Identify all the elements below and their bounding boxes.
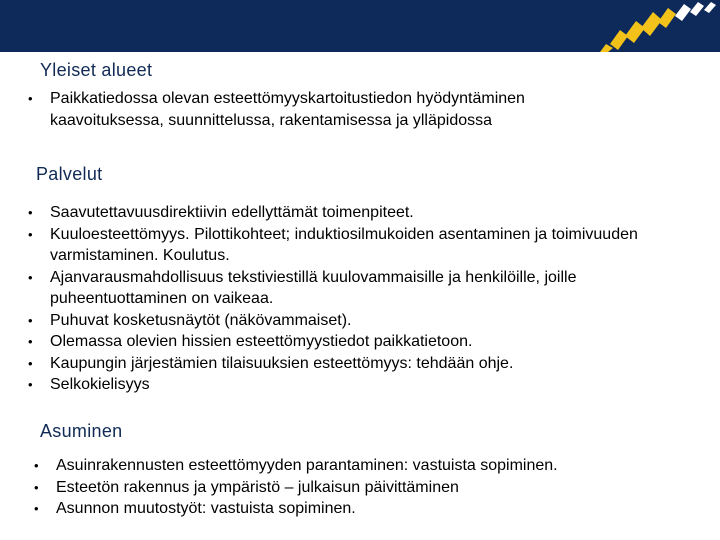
- list-item: • Kaupungin järjestämien tilaisuuksien esteettömyys: tehdään ohje.: [28, 353, 668, 375]
- housing-list: [34, 455, 684, 520]
- list-item: • Esteetön rakennus ja ympäristö – julkaisun päivittäminen: [34, 477, 684, 499]
- services-list: [28, 202, 668, 396]
- section-heading-services: Palvelut: [36, 164, 103, 184]
- list-item: • Saavutettavuusdirektiivin edellyttämät toimenpiteet.: [28, 202, 668, 224]
- section-heading-general: Yleiset alueet: [40, 60, 153, 80]
- list-item: • Paikkatiedossa olevan esteettömyyskartoitustiedon hyödyntäminen kaavoituksessa, suunnittelussa, rakentamisessa ja ylläpidossa: [28, 88, 628, 131]
- section-heading-housing: Asuminen: [40, 421, 123, 441]
- list-item: • Asunnon muutostyöt: vastuista sopiminen.: [34, 498, 684, 520]
- top-banner: [0, 0, 720, 52]
- list-item: • Kuuloesteettömyys. Pilottikohteet; induktiosilmukoiden asentaminen ja toimivuuden varmistaminen. Koulutus.: [28, 224, 668, 267]
- decorative-stripes-icon: [0, 0, 720, 52]
- list-item: • Olemassa olevien hissien esteettömyystiedot paikkatietoon.: [28, 331, 668, 353]
- list-item: • Puhuvat kosketusnäytöt (näkövammaiset).: [28, 310, 668, 332]
- list-item: • Ajanvarausmahdollisuus tekstiviestillä kuulovammaisille ja henkilöille, joille puheentuottaminen on vaikeaa.: [28, 267, 668, 310]
- list-item: • Selkokielisyys: [28, 374, 668, 396]
- list-item: • Asuinrakennusten esteettömyyden parantaminen: vastuista sopiminen.: [34, 455, 684, 477]
- general-list: [28, 88, 628, 131]
